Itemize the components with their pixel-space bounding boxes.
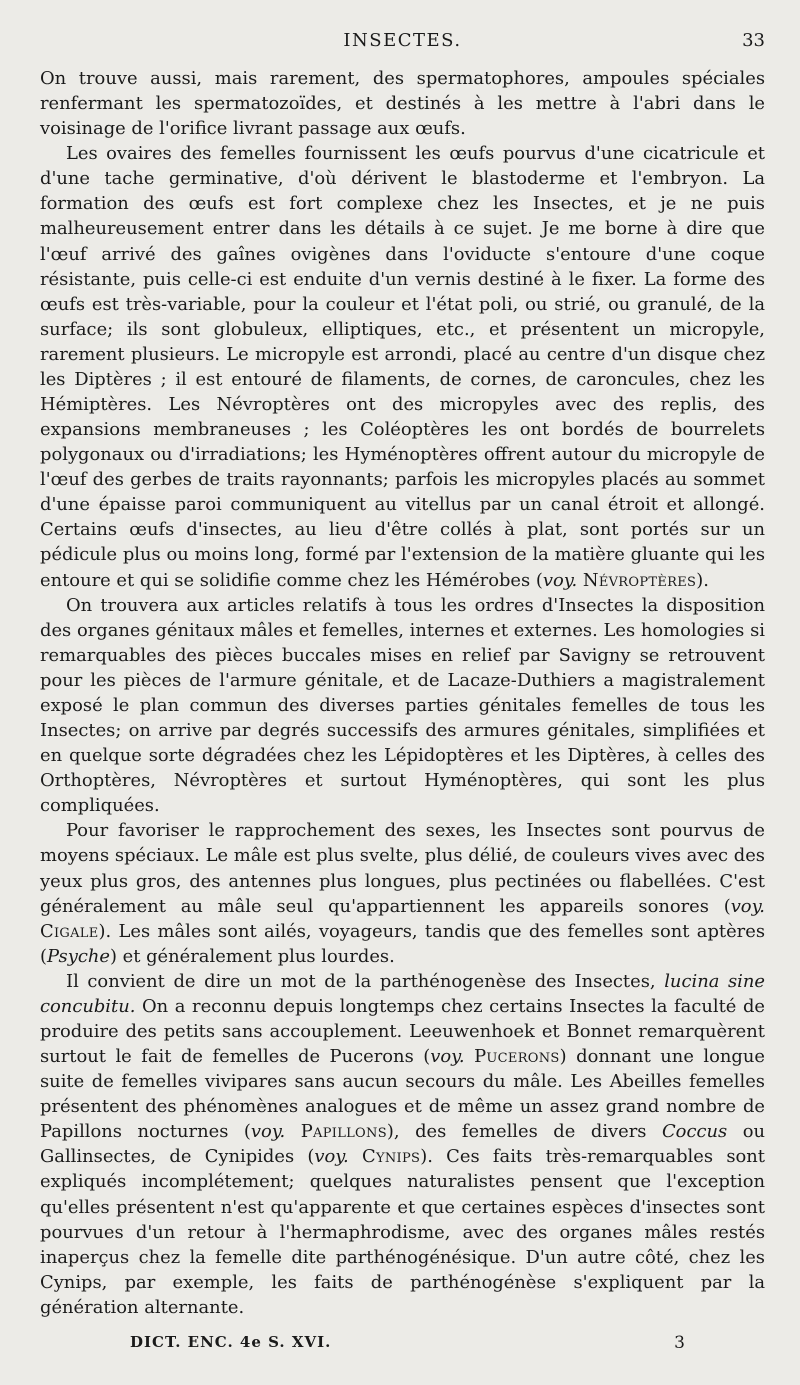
italic-text: Psyche <box>46 945 110 967</box>
paragraph <box>40 969 765 1320</box>
page-header <box>40 30 765 60</box>
running-title: INSECTES. <box>343 30 462 51</box>
text-run: ), des femelles de divers <box>386 1121 662 1143</box>
text-run: Il convient de dire un mot de la parthénogenèse des Insectes, <box>66 970 665 992</box>
italic-text: voy. <box>730 895 765 917</box>
text-run: Pour favoriser le rapprochement des sexes, les Insectes sont pourvus de moyens spéciaux. Le mâle est plus svelte, plus délié, de couleurs vives avec des yeux plus gros, des antennes plus longues, plus pectinées ou flabellées. C'est généralement au mâle seul qu'appartiennent les appareils sonores ( <box>40 820 765 917</box>
paragraph <box>40 818 765 968</box>
italic-text: voy. <box>250 1121 286 1143</box>
cross-reference: Papillons <box>300 1121 387 1143</box>
paragraph <box>40 66 765 141</box>
text-run: Les ovaires des femelles fournissent les œufs pourvus d'une cicatricule et d'une tache germinative, d'où dérivent le blastoderme et l'embryon. La formation des œufs est fort complexe chez les Insectes, et je ne puis malheureusement entrer dans les détails à ce sujet. Je me borne à dire que l'œuf arrivé des gaînes ovigènes dans l'oviducte s'entoure d'une coque résistante, puis celle-ci est enduite d'un vernis destiné à le fixer. La forme des œufs est très-variable, pour la couleur et l'état poli, ou strié, ou granulé, de la surface; ils sont globuleux, elliptiques, etc., et présentent un micropyle, rarement plusieurs. Le micropyle est arrondi, placé au centre d'un disque chez les Diptères ; il est entouré de filaments, de cornes, de caroncules, chez les Hémiptères. Les Névroptères ont des micropyles avec des replis, des expansions membraneuses ; les Coléoptères les ont bordés de bourrelets polygonaux ou d'irradiations; les Hyménoptères offrent autour du micropyle de l'œuf des gerbes de traits rayonnants; parfois les micropyles placés au sommet d'une épaisse paroi communiquent au vitellus par un canal étroit et allongé. Certains œufs d'insectes, au lieu d'être collés à plat, sont portés sur un pédicule plus ou moins long, formé par l'extension de la matière gluante qui les entoure et qui se solidifie comme chez les Hémérobes ( <box>40 143 765 591</box>
text-run: ). <box>696 569 709 591</box>
page-number: 33 <box>742 30 765 51</box>
cross-reference: Névroptères <box>582 569 697 591</box>
italic-text: lucina sine concubitu. <box>40 970 766 1017</box>
cross-reference: Cigale <box>40 920 99 942</box>
text-run <box>465 1046 475 1067</box>
text-run <box>285 1121 301 1142</box>
text-run: On trouve aussi, mais rarement, des spermatophores, ampoules spéciales renfermant les spermatozoïdes, et destinés à les mettre à l'abri dans le voisinage de l'orifice livrant passage aux œufs. <box>40 68 765 140</box>
printer-signature: DICT. ENC. 4e S. XVI. <box>130 1333 332 1351</box>
text-run: On a reconnu depuis longtemps chez certains Insectes la faculté de produire des petits sans accouplement. Leeuwenhoek et Bonnet remarquèrent surtout le fait de femelles de Pucerons ( <box>40 995 765 1068</box>
text-run: ). Ces faits très-remarquables sont expliqués incomplétement; quelques naturalistes pensent que l'exception qu'elles présentent n'est qu'apparente et que certaines espèces d'insectes sont pourvues d'un retour à l'hermaphrodisme, avec des organes mâles restés inaperçus chez la femelle dite parthénogénésique. D'un autre côté, chez les Cynips, par exemple, les faits de parthénogénèse s'expliquent par la génération alternante. <box>40 1146 765 1318</box>
italic-text: voy. <box>542 569 578 591</box>
body-text <box>40 66 765 1320</box>
text-run: ou Gallinsectes, de Cynipides ( <box>40 1121 765 1168</box>
cross-reference: Pucerons <box>474 1046 560 1068</box>
italic-text: Coccus <box>661 1121 728 1143</box>
italic-text: voy. <box>430 1046 465 1068</box>
text-run: ) et généralement plus lourdes. <box>109 945 395 967</box>
page-footer <box>130 1333 685 1357</box>
paragraph <box>40 593 765 819</box>
text-run: ) donnant une longue suite de femelles vivipares sans aucun secours du mâle. Les Abeilles femelles présentent des phénomènes analogues et de même un assez grand nombre de Papillons nocturnes ( <box>40 1046 765 1143</box>
paragraph <box>40 141 765 592</box>
signature-number: 3 <box>674 1333 685 1353</box>
text-run: On trouvera aux articles relatifs à tous les ordres d'Insectes la disposition des organes génitaux mâles et femelles, internes et externes. Les homologies si remarquables des pièces buccales mises en relief par Savigny se retrouvent pour les pièces de l'armure génitale, et de Lacaze-Duthiers a magistralement exposé le plan commun des diverses parties génitales femelles de tous les Insectes; on arrive par degrés successifs des armures génitales, simplifiées et en quelque sorte dégradées chez les Lépidoptères et les Diptères, à celles des Orthoptères, Névroptères et surtout Hyménoptères, qui sont les plus compliquées. <box>40 594 765 817</box>
cross-reference: Cynips <box>361 1146 421 1168</box>
text-run: ). Les mâles sont ailés, voyageurs, tandis que des femelles sont aptères ( <box>40 920 765 967</box>
text-run <box>349 1146 362 1167</box>
italic-text: voy. <box>314 1146 349 1168</box>
